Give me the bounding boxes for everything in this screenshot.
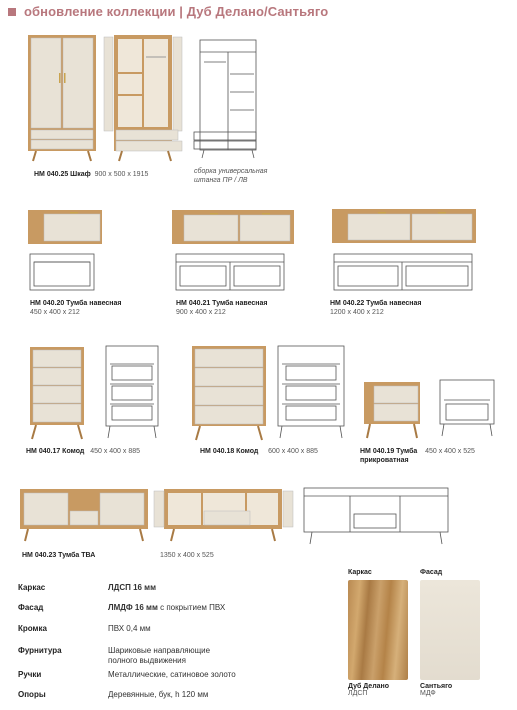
wardrobe-open-image: [102, 33, 186, 163]
wall-cabinet-900-image: [170, 206, 296, 246]
swatch-frame: Каркас Дуб Делано ЛДСП: [348, 569, 408, 697]
product-caption: НМ 040.17 Комод 450 x 400 x 885: [26, 448, 141, 455]
product-dims: 1350 x 400 x 525: [160, 552, 214, 559]
swatch-front: Фасад Сантьяго МДФ: [420, 569, 480, 697]
wall-cabinet-1200-image: [330, 205, 478, 245]
product-caption: НМ 040.18 Комод 600 x 400 x 885: [200, 448, 318, 455]
product-caption: НМ 040.19 Тумба 450 x 400 x 525 прикроватная: [360, 448, 475, 464]
wall-cabinet-450-image: [26, 206, 106, 246]
product-caption: НМ 040.23 Тумба ТВА: [22, 552, 96, 559]
dresser-450-image: [26, 345, 90, 441]
tv-stand-scheme: [300, 478, 452, 548]
page-header: [8, 4, 328, 19]
product-caption: НМ 040.25 Шкаф 900 x 500 x 1915: [34, 171, 149, 178]
wardrobe-closed-image: [26, 33, 98, 163]
dresser-600-scheme: [274, 344, 348, 442]
wardrobe-scheme-image: [190, 38, 262, 160]
tv-stand-open-image: [152, 487, 298, 543]
page-title: обновление коллекции | Дуб Делано/Сантьяго: [24, 4, 329, 19]
oak-swatch: [348, 580, 408, 680]
nightstand-scheme: [436, 378, 498, 440]
wall-cabinet-1200-scheme: [330, 246, 476, 296]
santyago-swatch: [420, 580, 480, 680]
product-caption: НМ 040.21 Тумба навесная 900 x 400 x 212: [176, 300, 268, 316]
assembly-note: сборка универсальная штанга ПР / ЛВ: [194, 168, 268, 184]
wall-cabinet-450-scheme: [26, 250, 100, 294]
header-marker: [8, 8, 16, 16]
product-caption: НМ 040.22 Тумба навесная 1200 x 400 x 212: [330, 300, 422, 316]
dresser-450-scheme: [102, 344, 162, 442]
wall-cabinet-900-scheme: [172, 248, 290, 294]
nightstand-image: [360, 380, 424, 440]
tv-stand-closed-image: [18, 487, 150, 543]
dresser-600-image: [190, 344, 268, 442]
product-caption: НМ 040.20 Тумба навесная 450 x 400 x 212: [30, 300, 122, 316]
